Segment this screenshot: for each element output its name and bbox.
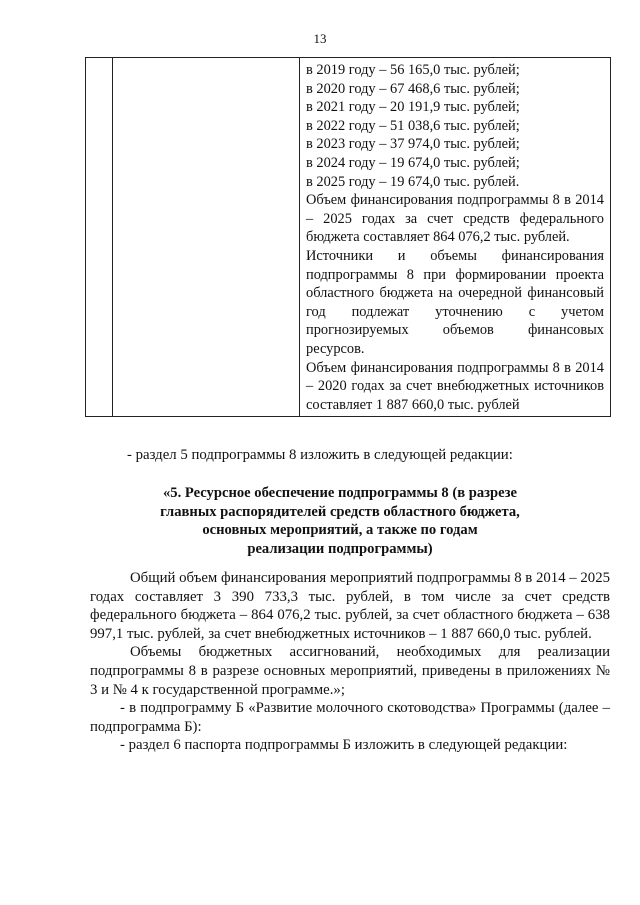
passport-table: [85, 57, 611, 417]
body-text: [90, 569, 610, 755]
table-row: [86, 58, 611, 417]
sources-note-text: Источники и объемы финансирования подпрограммы 8 при формировании проекта областного бюджета на очередной финансовый год подлежат уточнению с учетом прогнозируемых объемов финансовых ресурсов.: [306, 247, 604, 357]
heading-line: главных распорядителей средств областного бюджета,: [160, 503, 520, 520]
funding-year-2020: в 2020 году – 67 468,6 тыс. рублей;: [306, 80, 520, 97]
table-cell-content: [300, 58, 611, 417]
funding-year-2025: в 2025 году – 19 674,0 тыс. рублей.: [306, 173, 520, 190]
page-number: 13: [313, 31, 327, 46]
federal-funding-text: Объем финансирования подпрограммы 8 в 2014 – 2025 годах за счет средств федерального бюджета составляет 864 076,2 тыс. рублей.: [306, 192, 604, 246]
table-cell-label: [113, 58, 300, 417]
funding-year-2021: в 2021 году – 20 191,9 тыс. рублей;: [306, 99, 520, 116]
extrabudgetary-funding-text: Объем финансирования подпрограммы 8 в 2014 – 2020 годах за счет внебюджетных источников составляет 1 887 660,0 тыс. рублей: [306, 359, 604, 413]
funding-year-2019: в 2019 году – 56 165,0 тыс. рублей;: [306, 62, 520, 78]
heading-line: реализации подпрограммы): [247, 540, 433, 557]
subprogram-b-paragraph: - в подпрограмму Б «Развитие молочного скотоводства» Программы (далее – подпрограмма Б):: [90, 700, 610, 735]
budget-allocations-paragraph: Объемы бюджетных ассигнований, необходимых для реализации подпрограммы 8 в разрезе основных мероприятий, приведены в приложениях № 3 и № 4 к государственной программе.»;: [90, 644, 610, 698]
heading-line: «5. Ресурсное обеспечение подпрограммы 8 (в разрезе: [163, 485, 517, 501]
section6-paragraph: - раздел 6 паспорта подпрограммы Б изложить в следующей редакции:: [120, 737, 568, 754]
funding-year-2023: в 2023 году – 37 974,0 тыс. рублей;: [306, 136, 520, 153]
heading-line: основных мероприятий, а также по годам: [202, 522, 478, 539]
total-funding-paragraph: Общий объем финансирования мероприятий подпрограммы 8 в 2014 – 2025 годах составляет 3 390 733,3 тыс. рублей, в том числе за счет средств федерального бюджета – 864 076,2 тыс. рублей, за счет областного бюджета – 638 997,1 тыс. рублей, за счет внебюджетных источников – 1 887 660,0 тыс. рублей.: [90, 570, 610, 642]
section-heading: [80, 484, 600, 558]
funding-year-2024: в 2024 году – 19 674,0 тыс. рублей;: [306, 154, 520, 171]
funding-year-2022: в 2022 году – 51 038,6 тыс. рублей;: [306, 117, 520, 134]
table-cell-number: [86, 58, 113, 417]
instruction-section5: - раздел 5 подпрограммы 8 изложить в следующей редакции:: [127, 447, 513, 463]
